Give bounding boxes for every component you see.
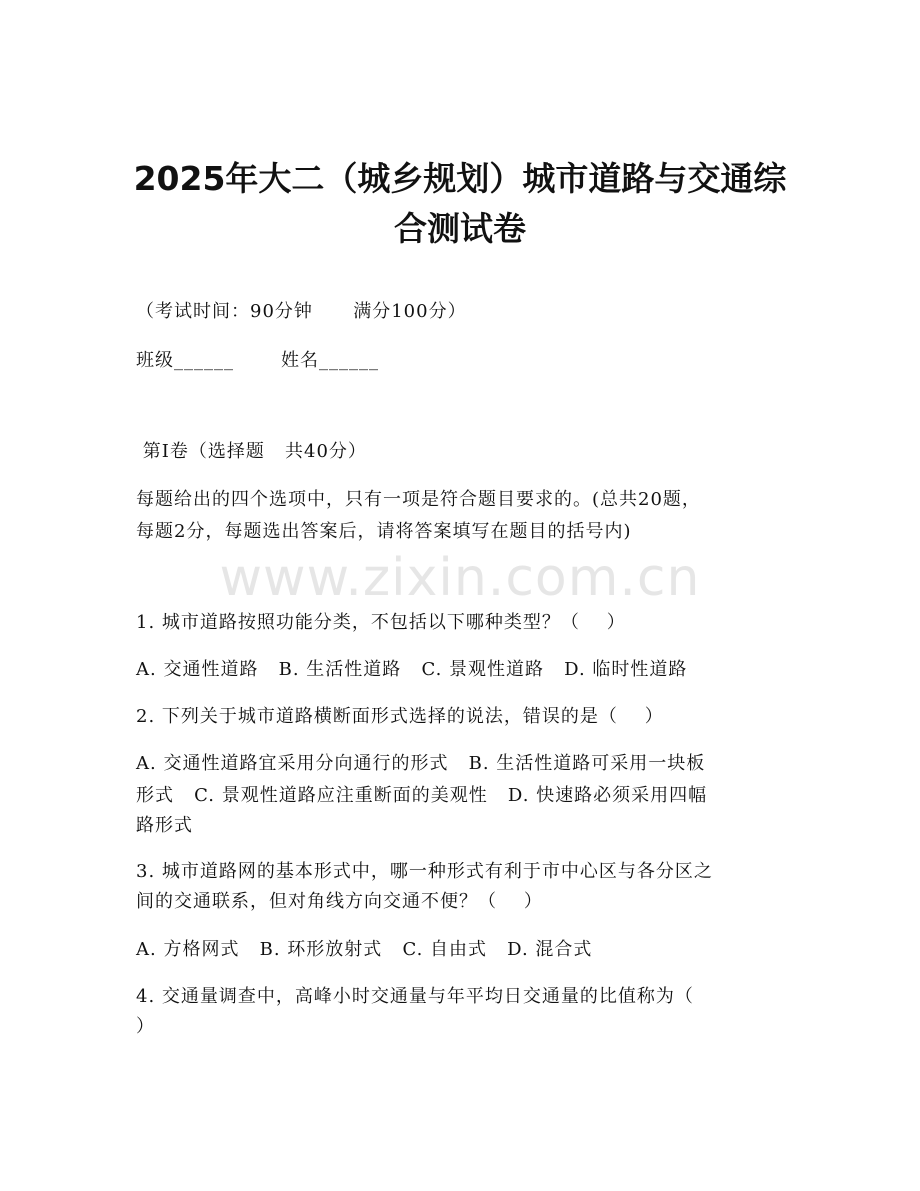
watermark-text: www.zixin.com.cn xyxy=(219,548,701,608)
question-3-stem-line-2: 间的交通联系，但对角线方向交通不便？（ ） xyxy=(136,891,543,912)
question-2-options-line-3: 路形式 xyxy=(136,815,193,836)
document-title-line-1: 2025年大二（城乡规划）城市道路与交通综 xyxy=(133,159,787,198)
section-heading: 第Ⅰ卷（选择题 共40分） xyxy=(136,441,367,462)
class-and-name-fields: 班级______ 姓名______ xyxy=(136,350,380,371)
question-3-options: A. 方格网式 B. 环形放射式 C. 自由式 D. 混合式 xyxy=(136,939,593,960)
question-2-options-line-1: A. 交通性道路宜采用分向通行的形式 B. 生活性道路可采用一块板 xyxy=(136,753,706,774)
question-3-stem-line-1: 3. 城市道路网的基本形式中，哪一种形式有利于市中心区与各分区之 xyxy=(136,861,713,882)
question-4-stem-line-1: 4. 交通量调查中，高峰小时交通量与年平均日交通量的比值称为（ xyxy=(136,986,694,1007)
question-2-options-line-2: 形式 C. 景观性道路应注重断面的美观性 D. 快速路必须采用四幅 xyxy=(136,785,708,806)
document-title-line-2: 合测试卷 xyxy=(394,209,526,248)
question-1-options: A. 交通性道路 B. 生活性道路 C. 景观性道路 D. 临时性道路 xyxy=(136,659,688,680)
section-instruction-line-1: 每题给出的四个选项中，只有一项是符合题目要求的。(总共20题， xyxy=(136,489,701,510)
exam-time-and-score: （考试时间：90分钟 满分100分） xyxy=(136,301,467,322)
question-4-stem-line-2: ） xyxy=(136,1016,155,1037)
question-1-stem: 1. 城市道路按照功能分类，不包括以下哪种类型？（ ） xyxy=(136,612,626,633)
section-instruction-line-2: 每题2分，每题选出答案后，请将答案填写在题目的括号内) xyxy=(136,521,632,542)
question-2-stem: 2. 下列关于城市道路横断面形式选择的说法，错误的是（ ） xyxy=(136,706,664,727)
